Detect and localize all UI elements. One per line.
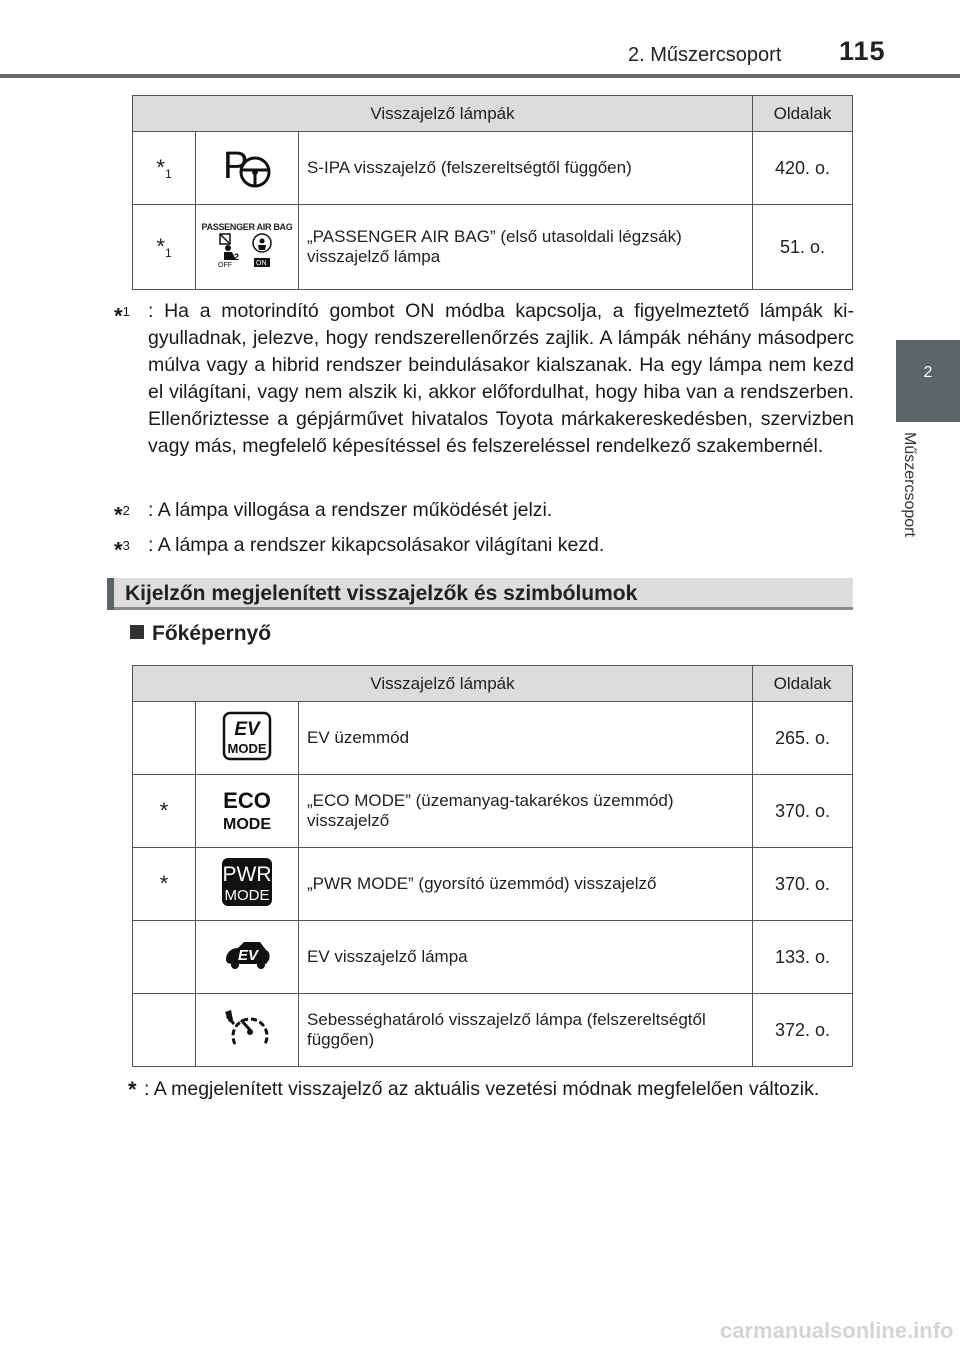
svg-text:P: P <box>223 144 249 187</box>
chapter-number: 2 <box>923 364 933 381</box>
table-row <box>133 205 853 290</box>
svg-text:ECO: ECO <box>223 787 271 813</box>
row-description: „PASSENGER AIR BAG” (első utasoldali légzsák) visszajelző lámpa <box>299 205 753 290</box>
row-page-ref: 372. o. <box>753 994 853 1067</box>
svg-text:EV: EV <box>237 946 259 964</box>
table-header-row <box>133 666 853 702</box>
row-page-ref: 370. o. <box>753 775 853 848</box>
table-row <box>133 848 853 921</box>
table-header-row <box>133 96 853 132</box>
footnote-text: : A lámpa villogása a rendszer működését jelzi. <box>148 499 553 521</box>
pwr-mode-icon <box>196 848 299 921</box>
row-description: S-IPA visszajelző (felszereltségtől függően) <box>299 132 753 205</box>
section-title-header: 2. Műszercsoport <box>628 44 782 66</box>
svg-text:MODE: MODE <box>223 815 271 833</box>
square-bullet-icon <box>130 625 144 639</box>
footnote-mark: *$^1$ <box>114 303 130 329</box>
footnote-mark: * <box>128 1077 137 1102</box>
footnote-text: : A lámpa a rendszer kikapcsolásakor világítani kezd. <box>148 534 605 556</box>
speed-limiter-icon <box>196 994 299 1067</box>
svg-text:2: 2 <box>234 251 240 262</box>
passenger-airbag-icon: PASSENGER AIR BAG 2 OFF ON <box>196 205 299 290</box>
col-header-indicators: Visszajelző lámpák <box>133 666 753 702</box>
table-row <box>133 994 853 1067</box>
watermark-text: carmanualsonline.info <box>720 1318 954 1343</box>
chapter-label <box>898 432 938 582</box>
row-description: EV visszajelző lámpa <box>299 921 753 994</box>
indicator-table-main-screen <box>132 665 853 1067</box>
footnote-mark: *$^2$ <box>114 502 130 528</box>
row-mark: *1 <box>133 132 196 205</box>
row-page-ref: 265. o. <box>753 702 853 775</box>
footnote-1 <box>114 298 854 460</box>
footnote-3 <box>114 532 854 563</box>
section-heading <box>107 578 853 610</box>
table-row <box>133 775 853 848</box>
row-mark <box>133 702 196 775</box>
svg-text:PWR: PWR <box>222 862 272 886</box>
row-mark: * <box>133 775 196 848</box>
eco-mode-icon <box>196 775 299 848</box>
indicator-table-top <box>132 95 853 290</box>
ev-mode-icon <box>196 702 299 775</box>
footnote-text: : Ha a motorindító gombot ON módba kapcsolja, a figyelmeztető lámpák kigyulladnak, jelezve, hogy rendszerellenőrzés zajlik. A lámpák néhány másodperc múlva vagy a hibrid rendszer beindulásakor kialszanak. Ha egy lámpa nem kezd el világítani, vagy nem alszik ki, akkor előfordulhat, hogy hiba van a rendszerben. Ellenőriztesse a gépjárművet hivatalos Toyota márkakereskedésben, szervizben vagy más, megfelelő képesítéssel és felszereléssel rendelkező szakembernél. <box>148 300 854 457</box>
table-row <box>133 702 853 775</box>
svg-text:OFF: OFF <box>218 261 232 268</box>
table-row <box>133 132 853 205</box>
col-header-pages: Oldalak <box>753 96 853 132</box>
table-row <box>133 921 853 994</box>
bottom-footnote <box>128 1076 858 1103</box>
page-number: 115 <box>839 36 886 66</box>
row-description: „PWR MODE” (gyorsító üzemmód) visszajelző <box>299 848 753 921</box>
page-header <box>0 0 960 80</box>
svg-text:MODE: MODE <box>227 740 267 756</box>
footnote-mark: *$^3$ <box>114 537 130 563</box>
svg-text:EV: EV <box>234 718 260 740</box>
row-mark <box>133 994 196 1067</box>
chapter-tab <box>896 340 960 422</box>
chapter-label-text: Műszercsoport <box>901 432 918 537</box>
footnote-text: : A megjelenített visszajelző az aktuális vezetési módnak megfelelően változik. <box>144 1078 820 1100</box>
col-header-indicators: Visszajelző lámpák <box>133 96 753 132</box>
row-mark <box>133 921 196 994</box>
row-mark: *1 <box>133 205 196 290</box>
row-page-ref: 420. o. <box>753 132 853 205</box>
svg-text:MODE: MODE <box>224 886 270 904</box>
row-description: EV üzemmód <box>299 702 753 775</box>
row-page-ref: 370. o. <box>753 848 853 921</box>
svg-text:ON: ON <box>256 259 267 267</box>
subheading <box>130 622 271 646</box>
ev-indicator-icon <box>196 921 299 994</box>
row-description: „ECO MODE” (üzemanyag-takarékos üzemmód) visszajelző <box>299 775 753 848</box>
header-rule <box>0 74 960 78</box>
row-mark: * <box>133 848 196 921</box>
section-heading-text: Kijelzőn megjelenített visszajelzők és szimbólumok <box>125 582 638 605</box>
row-page-ref: 133. o. <box>753 921 853 994</box>
col-header-pages: Oldalak <box>753 666 853 702</box>
footnote-2 <box>114 497 854 528</box>
row-page-ref: 51. o. <box>753 205 853 290</box>
subheading-text: Főképernyő <box>152 622 272 645</box>
s-ipa-icon <box>196 132 299 205</box>
section-heading-bar <box>107 578 114 610</box>
row-description: Sebességhatároló visszajelző lámpa (felszereltségtől függően) <box>299 994 753 1067</box>
